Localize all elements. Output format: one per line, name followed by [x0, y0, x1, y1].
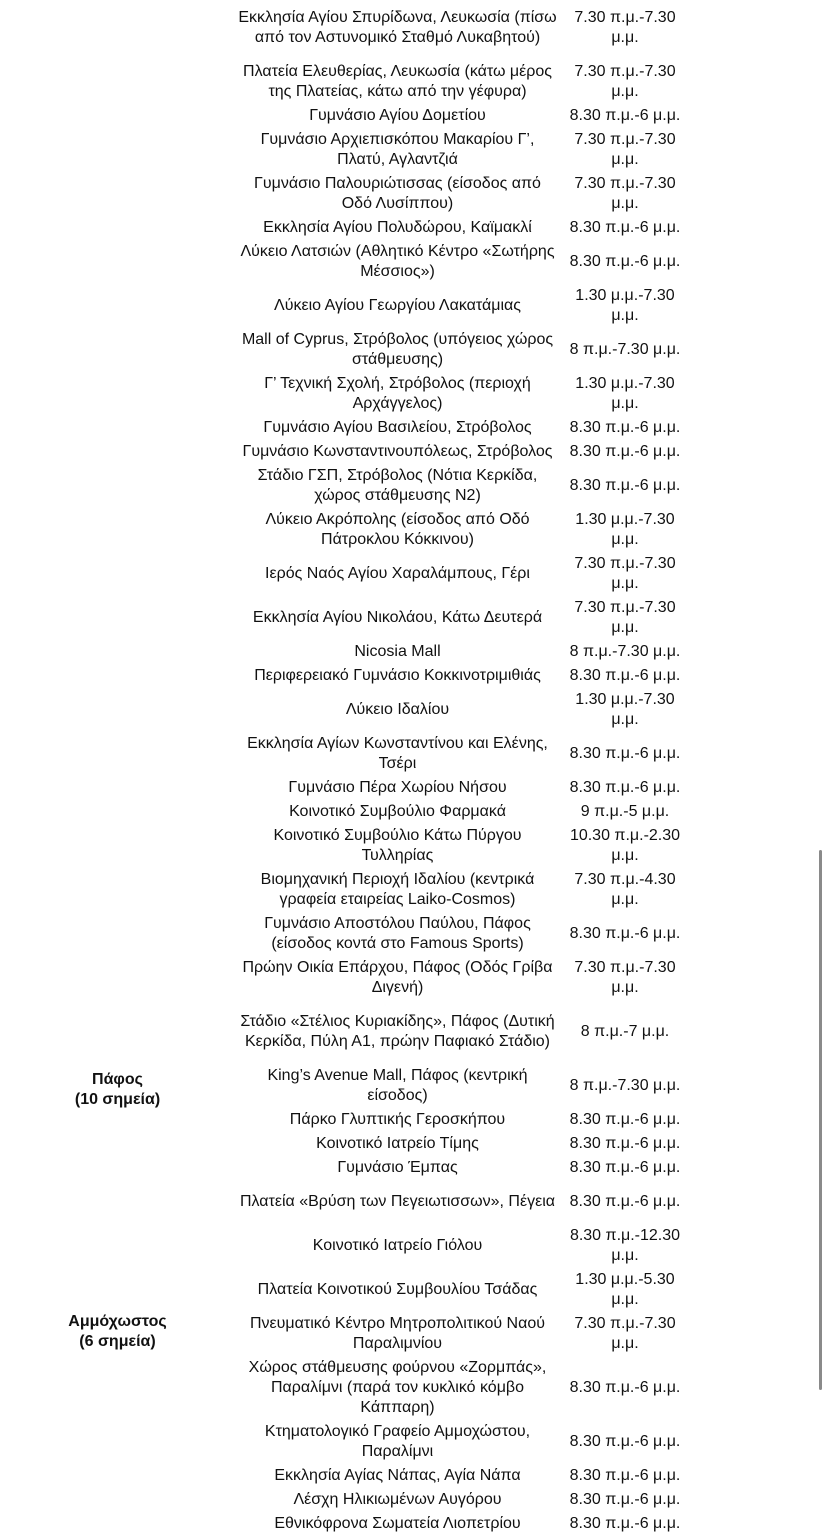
location-cell: Γ’ Τεχνική Σχολή, Στρόβολος (περιοχή Αρχάγγελος) [264, 375, 531, 412]
region-cell [0, 0, 235, 868]
hours-cell: 1.30 μ.μ.-7.30 μ.μ. [575, 511, 675, 548]
hours-cell: 7.30 π.μ.-7.30 μ.μ. [574, 175, 676, 212]
hours-cell: 8 π.μ.-7 μ.μ. [580, 1023, 670, 1040]
hours-cell: 8.30 π.μ.-12.30 μ.μ. [569, 1227, 681, 1264]
location-cell: Γυμνάσιο Παλουριώτισσας (είσοδος από Οδό Λυσίππου) [254, 175, 541, 212]
table-row [0, 0, 690, 60]
location-cell: Γυμνάσιο Πέρα Χωρίου Νήσου [288, 779, 507, 796]
hours-cell: 8.30 π.μ.-6 μ.μ. [569, 925, 681, 942]
location-cell: Λύκειο Αγίου Γεωργίου Λακατάμιας [274, 297, 521, 314]
location-cell: Γυμνάσιο Έμπας [337, 1159, 458, 1176]
region-count: (6 σημεία) [79, 1333, 156, 1350]
hours-cell: 8.30 π.μ.-6 μ.μ. [569, 1135, 681, 1152]
location-cell: Εκκλησία Αγίας Νάπας, Αγία Νάπα [274, 1467, 521, 1484]
location-cell: Πλατεία Ελευθερίας, Λευκωσία (κάτω μέρος της Πλατείας, κάτω από την γέφυρα) [243, 63, 552, 100]
location-cell: Nicosia Mall [354, 643, 441, 660]
location-cell: Mall of Cyprus, Στρόβολος (υπόγειος χώρος στάθμευσης) [241, 331, 554, 368]
hours-cell: 9 π.μ.-5 μ.μ. [580, 803, 670, 820]
location-cell: Στάδιο «Στέλιος Κυριακίδης», Πάφος (Δυτική Κερκίδα, Πύλη Α1, πρώην Παφιακό Στάδιο) [240, 1013, 555, 1050]
hours-cell: 8.30 π.μ.-6 μ.μ. [569, 1193, 681, 1210]
location-cell: Κοινοτικό Ιατρείο Τίμης [316, 1135, 479, 1152]
location-cell: Πλατεία Κοινοτικού Συμβουλίου Τσάδας [257, 1281, 538, 1298]
hours-cell: 8.30 π.μ.-6 μ.μ. [569, 477, 681, 494]
location-cell: Γυμνάσιο Αποστόλου Παύλου, Πάφος (είσοδος κοντά στο Famous Sports) [264, 915, 531, 952]
region-name: Πάφος [92, 1071, 143, 1088]
location-cell: Εθνικόφρονα Σωματεία Λιοπετρίου [274, 1515, 521, 1532]
hours-cell: 8 π.μ.-7.30 μ.μ. [569, 1077, 681, 1094]
hours-cell: 8.30 π.μ.-6 μ.μ. [569, 219, 681, 236]
hours-cell: 8.30 π.μ.-6 μ.μ. [569, 1159, 681, 1176]
hours-cell: 8.30 π.μ.-6 μ.μ. [569, 1111, 681, 1128]
location-cell: Γυμνάσιο Αγίου Βασιλείου, Στρόβολος [263, 419, 532, 436]
location-cell: Λύκειο Λατσιών (Αθλητικό Κέντρο «Σωτήρης Μέσσιος») [240, 243, 555, 280]
region-cell-pafos [0, 868, 235, 1312]
hours-cell: 7.30 π.μ.-7.30 μ.μ. [574, 9, 676, 46]
hours-cell: 1.30 μ.μ.-7.30 μ.μ. [575, 287, 675, 324]
location-cell: Περιφερειακό Γυμνάσιο Κοκκινοτριμιθιάς [254, 667, 541, 684]
hours-cell: 8.30 π.μ.-6 μ.μ. [569, 107, 681, 124]
hours-cell: 8 π.μ.-7.30 μ.μ. [569, 643, 681, 660]
hours-cell: 8.30 π.μ.-6 μ.μ. [569, 419, 681, 436]
location-cell: Γυμνάσιο Κωνσταντινουπόλεως, Στρόβολος [242, 443, 553, 460]
scrollbar[interactable] [819, 850, 822, 1390]
location-cell: Λύκειο Ακρόπολης (είσοδος από Οδό Πάτροκλου Κόκκινου) [265, 511, 530, 548]
hours-cell: 10.30 π.μ.-2.30 μ.μ. [569, 827, 681, 864]
hours-cell: 8.30 π.μ.-6 μ.μ. [569, 1491, 681, 1508]
location-cell: Λέσχη Ηλικιωμένων Αυγόρου [293, 1491, 502, 1508]
hours-cell: 7.30 π.μ.-7.30 μ.μ. [574, 131, 676, 168]
hours-cell: 7.30 π.μ.-7.30 μ.μ. [574, 63, 676, 100]
hours-cell: 8.30 π.μ.-6 μ.μ. [569, 745, 681, 762]
hours-cell: 8.30 π.μ.-6 μ.μ. [569, 1433, 681, 1450]
location-cell: Χώρος στάθμευσης φούρνου «Ζορμπάς», Παραλίμνι (παρά τον κυκλικό κόμβο Κάππαρη) [248, 1359, 547, 1416]
hours-cell: 7.30 π.μ.-7.30 μ.μ. [574, 599, 676, 636]
hours-cell: 1.30 μ.μ.-7.30 μ.μ. [575, 375, 675, 412]
location-cell: Εκκλησία Αγίων Κωνσταντίνου και Ελένης, Τσέρι [247, 735, 548, 772]
location-cell: Βιομηχανική Περιοχή Ιδαλίου (κεντρικά γραφεία εταιρείας Laiko-Cosmos) [260, 871, 535, 908]
location-cell: Κοινοτικό Συμβούλιο Φαρμακά [289, 803, 506, 820]
hours-cell: 8.30 π.μ.-6 μ.μ. [569, 1515, 681, 1532]
location-cell: Πλατεία «Βρύση των Πεγειωτισσων», Πέγεια [239, 1193, 556, 1210]
hours-cell: 8 π.μ.-7.30 μ.μ. [569, 341, 681, 358]
location-cell: Εκκλησία Αγίου Νικολάου, Κάτω Δευτερά [252, 609, 543, 626]
location-cell: Πρώην Οικία Επάρχου, Πάφος (Οδός Γρίβα Διγενή) [242, 959, 553, 996]
hours-cell: 7.30 π.μ.-7.30 μ.μ. [574, 959, 676, 996]
location-cell: Ιερός Ναός Αγίου Χαραλάμπους, Γέρι [265, 565, 530, 582]
hours-cell: 7.30 π.μ.-7.30 μ.μ. [574, 555, 676, 592]
location-cell: King’s Avenue Mall, Πάφος (κεντρική είσοδος) [267, 1067, 528, 1104]
hours-cell: 8.30 π.μ.-6 μ.μ. [569, 667, 681, 684]
hours-cell: 8.30 π.μ.-6 μ.μ. [569, 253, 681, 270]
location-cell: Εκκλησία Αγίου Σπυρίδωνα, Λευκωσία (πίσω από τον Αστυνομικό Σταθμό Λυκαβητού) [238, 9, 557, 46]
hours-cell: 8.30 π.μ.-6 μ.μ. [569, 1467, 681, 1484]
location-cell: Πάρκο Γλυπτικής Γεροσκήπου [289, 1111, 506, 1128]
hours-cell: 7.30 π.μ.-7.30 μ.μ. [574, 1315, 676, 1352]
table-row [0, 868, 690, 912]
region-count: (10 σημεία) [74, 1091, 161, 1108]
location-cell: Κοινοτικό Ιατρείο Γιόλου [312, 1237, 483, 1254]
location-cell: Εκκλησία Αγίου Πολυδώρου, Καϊμακλί [263, 219, 532, 236]
hours-cell: 8.30 π.μ.-6 μ.μ. [569, 443, 681, 460]
location-cell: Κοινοτικό Συμβούλιο Κάτω Πύργου Τυλληρίας [273, 827, 522, 864]
hours-cell: 8.30 π.μ.-6 μ.μ. [569, 1379, 681, 1396]
region-name: Αμμόχωστος [68, 1313, 167, 1330]
hours-cell: 7.30 π.μ.-4.30 μ.μ. [574, 871, 676, 908]
location-cell: Στάδιο ΓΣΠ, Στρόβολος (Νότια Κερκίδα, χώρος στάθμευσης Ν2) [257, 467, 538, 504]
hours-cell: 1.30 μ.μ.-7.30 μ.μ. [575, 691, 675, 728]
region-cell-ammochostos [0, 1312, 235, 1536]
hours-cell: 8.30 π.μ.-6 μ.μ. [569, 779, 681, 796]
location-cell: Πνευματικό Κέντρο Μητροπολιτικού Ναού Παραλιμνίου [249, 1315, 545, 1352]
location-cell: Κτηματολογικό Γραφείο Αμμοχώστου, Παραλίμνι [264, 1423, 531, 1460]
location-cell: Γυμνάσιο Αγίου Δομετίου [309, 107, 486, 124]
table-row [0, 1312, 690, 1356]
location-cell: Γυμνάσιο Αρχιεπισκόπου Μακαρίου Γ’, Πλατύ, Αγλαντζιά [260, 131, 535, 168]
hours-cell: 1.30 μ.μ.-5.30 μ.μ. [575, 1271, 675, 1308]
location-cell: Λύκειο Ιδαλίου [345, 701, 450, 718]
